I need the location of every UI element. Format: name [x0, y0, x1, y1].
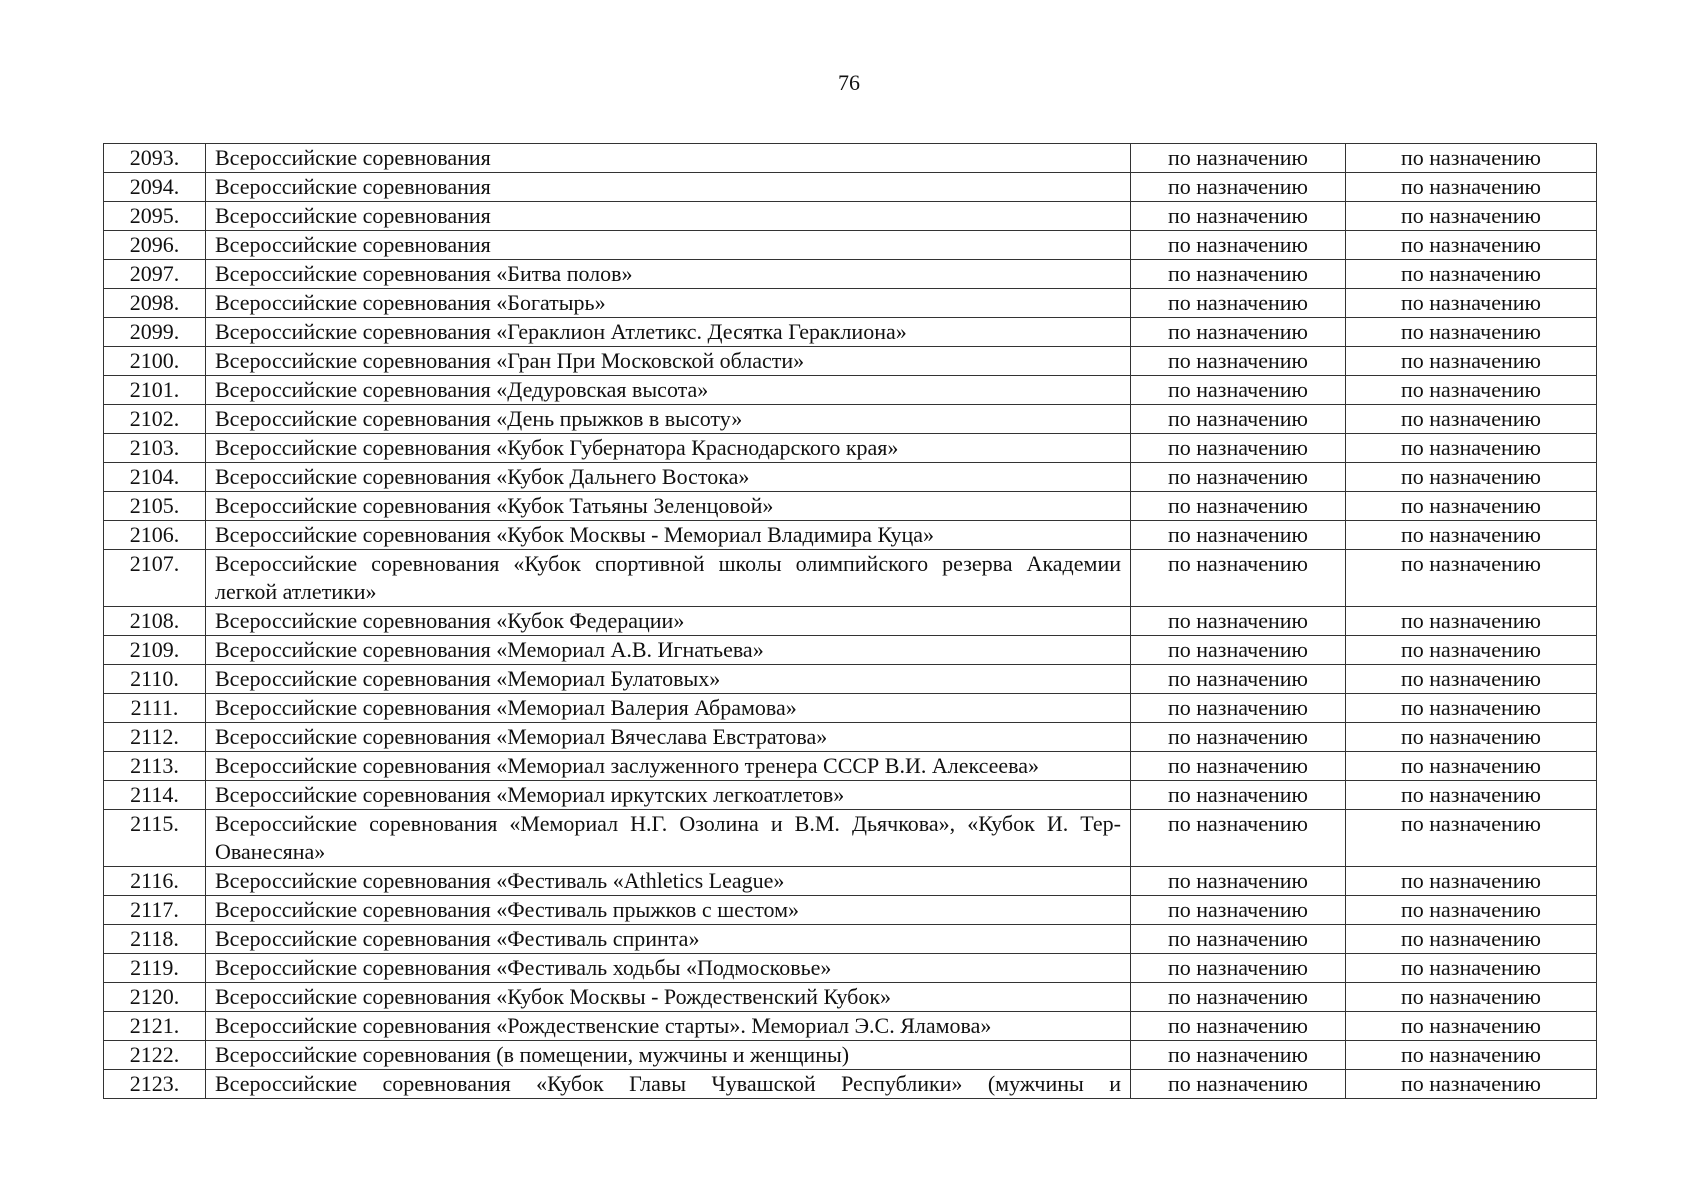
event-name: Всероссийские соревнования «Мемориал А.В. Игнатьева» — [206, 636, 1131, 665]
table-row — [104, 173, 1597, 202]
row-number: 2097. — [104, 260, 206, 289]
event-name: Всероссийские соревнования «Богатырь» — [206, 289, 1131, 318]
event-date: по назначению — [1131, 694, 1346, 723]
event-place: по назначению — [1346, 954, 1597, 983]
event-place: по назначению — [1346, 896, 1597, 925]
event-name: Всероссийские соревнования «Фестиваль спринта» — [206, 925, 1131, 954]
event-place: по назначению — [1346, 1041, 1597, 1070]
row-number: 2123. — [104, 1070, 206, 1099]
table-row — [104, 636, 1597, 665]
table-row — [104, 1041, 1597, 1070]
row-number: 2107. — [104, 550, 206, 607]
event-name: Всероссийские соревнования «Кубок Дальнего Востока» — [206, 463, 1131, 492]
table-row — [104, 810, 1597, 867]
table-row — [104, 289, 1597, 318]
event-date: по назначению — [1131, 521, 1346, 550]
table-row — [104, 202, 1597, 231]
event-place: по назначению — [1346, 434, 1597, 463]
event-date: по назначению — [1131, 202, 1346, 231]
event-name: Всероссийские соревнования «Кубок Федерации» — [206, 607, 1131, 636]
row-number: 2112. — [104, 723, 206, 752]
event-date: по назначению — [1131, 896, 1346, 925]
event-date: по назначению — [1131, 1041, 1346, 1070]
event-place: по назначению — [1346, 521, 1597, 550]
row-number: 2109. — [104, 636, 206, 665]
row-number: 2116. — [104, 867, 206, 896]
event-name: Всероссийские соревнования «Кубок Москвы - Мемориал Владимира Куца» — [206, 521, 1131, 550]
row-number: 2103. — [104, 434, 206, 463]
event-place: по назначению — [1346, 144, 1597, 173]
table-row — [104, 550, 1597, 607]
event-date: по назначению — [1131, 665, 1346, 694]
event-name: Всероссийские соревнования — [206, 231, 1131, 260]
table-row — [104, 492, 1597, 521]
event-date: по назначению — [1131, 1070, 1346, 1099]
table-row — [104, 521, 1597, 550]
event-place: по назначению — [1346, 405, 1597, 434]
row-number: 2119. — [104, 954, 206, 983]
event-date: по назначению — [1131, 434, 1346, 463]
page-number: 76 — [838, 70, 860, 95]
table-row — [104, 723, 1597, 752]
table-row — [104, 463, 1597, 492]
table-row — [104, 260, 1597, 289]
table-row — [104, 347, 1597, 376]
row-number: 2105. — [104, 492, 206, 521]
events-table — [103, 143, 1597, 1099]
table-row — [104, 983, 1597, 1012]
event-date: по назначению — [1131, 347, 1346, 376]
event-name: Всероссийские соревнования «Мемориал Булатовых» — [206, 665, 1131, 694]
table-row — [104, 781, 1597, 810]
events-table-body — [104, 144, 1597, 1099]
table-row — [104, 867, 1597, 896]
event-name: Всероссийские соревнования «Мемориал Н.Г. Озолина и В.М. Дьячкова», «Кубок И. Тер-Ованесяна» — [206, 810, 1131, 867]
row-number: 2101. — [104, 376, 206, 405]
row-number: 2094. — [104, 173, 206, 202]
event-date: по назначению — [1131, 781, 1346, 810]
table-row — [104, 1012, 1597, 1041]
table-row — [104, 752, 1597, 781]
event-name: Всероссийские соревнования «Мемориал Валерия Абрамова» — [206, 694, 1131, 723]
event-place: по назначению — [1346, 318, 1597, 347]
table-row — [104, 954, 1597, 983]
event-date: по назначению — [1131, 492, 1346, 521]
event-name: Всероссийские соревнования «Дедуровская высота» — [206, 376, 1131, 405]
row-number: 2113. — [104, 752, 206, 781]
event-date: по назначению — [1131, 405, 1346, 434]
event-name: Всероссийские соревнования «Фестиваль «Athletics League» — [206, 867, 1131, 896]
event-place: по назначению — [1346, 1012, 1597, 1041]
table-row — [104, 694, 1597, 723]
event-place: по назначению — [1346, 492, 1597, 521]
event-name: Всероссийские соревнования «Кубок Татьяны Зеленцовой» — [206, 492, 1131, 521]
row-number: 2099. — [104, 318, 206, 347]
event-name: Всероссийские соревнования «Кубок Москвы - Рождественский Кубок» — [206, 983, 1131, 1012]
table-row — [104, 144, 1597, 173]
event-name: Всероссийские соревнования «Мемориал Вячеслава Евстратова» — [206, 723, 1131, 752]
row-number: 2106. — [104, 521, 206, 550]
event-date: по назначению — [1131, 173, 1346, 202]
row-number: 2108. — [104, 607, 206, 636]
event-place: по назначению — [1346, 636, 1597, 665]
event-name: Всероссийские соревнования — [206, 144, 1131, 173]
event-name: Всероссийские соревнования «Гераклион Атлетикс. Десятка Гераклиона» — [206, 318, 1131, 347]
event-date: по назначению — [1131, 231, 1346, 260]
event-place: по назначению — [1346, 347, 1597, 376]
row-number: 2095. — [104, 202, 206, 231]
event-place: по назначению — [1346, 925, 1597, 954]
event-date: по назначению — [1131, 376, 1346, 405]
event-name: Всероссийские соревнования «Фестиваль прыжков с шестом» — [206, 896, 1131, 925]
event-date: по назначению — [1131, 318, 1346, 347]
row-number: 2122. — [104, 1041, 206, 1070]
event-date: по назначению — [1131, 1012, 1346, 1041]
event-date: по назначению — [1131, 463, 1346, 492]
event-place: по назначению — [1346, 231, 1597, 260]
table-row — [104, 896, 1597, 925]
event-place: по назначению — [1346, 463, 1597, 492]
event-name: Всероссийские соревнования «Мемориал заслуженного тренера СССР В.И. Алексеева» — [206, 752, 1131, 781]
row-number: 2115. — [104, 810, 206, 867]
event-place: по назначению — [1346, 202, 1597, 231]
event-name: Всероссийские соревнования «Кубок Губернатора Краснодарского края» — [206, 434, 1131, 463]
table-row — [104, 607, 1597, 636]
table-row — [104, 1070, 1597, 1099]
event-name: Всероссийские соревнования «Мемориал иркутских легкоатлетов» — [206, 781, 1131, 810]
event-name: Всероссийские соревнования — [206, 173, 1131, 202]
row-number: 2100. — [104, 347, 206, 376]
event-place: по назначению — [1346, 173, 1597, 202]
row-number: 2093. — [104, 144, 206, 173]
row-number: 2118. — [104, 925, 206, 954]
row-number: 2111. — [104, 694, 206, 723]
row-number: 2121. — [104, 1012, 206, 1041]
row-number: 2114. — [104, 781, 206, 810]
event-date: по назначению — [1131, 810, 1346, 867]
event-name: Всероссийские соревнования «Кубок Главы Чувашской Республики» (мужчины и — [206, 1070, 1131, 1099]
event-date: по назначению — [1131, 983, 1346, 1012]
event-name: Всероссийские соревнования (в помещении, мужчины и женщины) — [206, 1041, 1131, 1070]
event-date: по назначению — [1131, 289, 1346, 318]
row-number: 2117. — [104, 896, 206, 925]
event-name: Всероссийские соревнования «Кубок спортивной школы олимпийского резерва Академии легкой атлетики» — [206, 550, 1131, 607]
event-place: по назначению — [1346, 550, 1597, 607]
table-row — [104, 376, 1597, 405]
event-place: по назначению — [1346, 260, 1597, 289]
row-number: 2098. — [104, 289, 206, 318]
event-place: по назначению — [1346, 810, 1597, 867]
table-row — [104, 925, 1597, 954]
row-number: 2096. — [104, 231, 206, 260]
table-row — [104, 665, 1597, 694]
event-place: по назначению — [1346, 867, 1597, 896]
table-row — [104, 405, 1597, 434]
row-number: 2120. — [104, 983, 206, 1012]
event-place: по назначению — [1346, 983, 1597, 1012]
event-date: по назначению — [1131, 867, 1346, 896]
event-place: по назначению — [1346, 289, 1597, 318]
event-name: Всероссийские соревнования «Рождественские старты». Мемориал Э.С. Яламова» — [206, 1012, 1131, 1041]
event-place: по назначению — [1346, 723, 1597, 752]
event-date: по назначению — [1131, 144, 1346, 173]
event-name: Всероссийские соревнования — [206, 202, 1131, 231]
event-place: по назначению — [1346, 607, 1597, 636]
event-place: по назначению — [1346, 1070, 1597, 1099]
row-number: 2110. — [104, 665, 206, 694]
event-date: по назначению — [1131, 954, 1346, 983]
row-number: 2104. — [104, 463, 206, 492]
event-name: Всероссийские соревнования «Гран При Московской области» — [206, 347, 1131, 376]
event-place: по назначению — [1346, 781, 1597, 810]
row-number: 2102. — [104, 405, 206, 434]
table-row — [104, 231, 1597, 260]
table-row — [104, 434, 1597, 463]
event-place: по назначению — [1346, 665, 1597, 694]
event-date: по назначению — [1131, 607, 1346, 636]
event-name: Всероссийские соревнования «Битва полов» — [206, 260, 1131, 289]
event-date: по назначению — [1131, 723, 1346, 752]
event-place: по назначению — [1346, 376, 1597, 405]
event-date: по назначению — [1131, 260, 1346, 289]
event-place: по назначению — [1346, 752, 1597, 781]
table-row — [104, 318, 1597, 347]
event-date: по назначению — [1131, 752, 1346, 781]
event-place: по назначению — [1346, 694, 1597, 723]
event-name: Всероссийские соревнования «Фестиваль ходьбы «Подмосковье» — [206, 954, 1131, 983]
event-date: по назначению — [1131, 925, 1346, 954]
event-name: Всероссийские соревнования «День прыжков в высоту» — [206, 405, 1131, 434]
event-date: по назначению — [1131, 550, 1346, 607]
event-date: по назначению — [1131, 636, 1346, 665]
